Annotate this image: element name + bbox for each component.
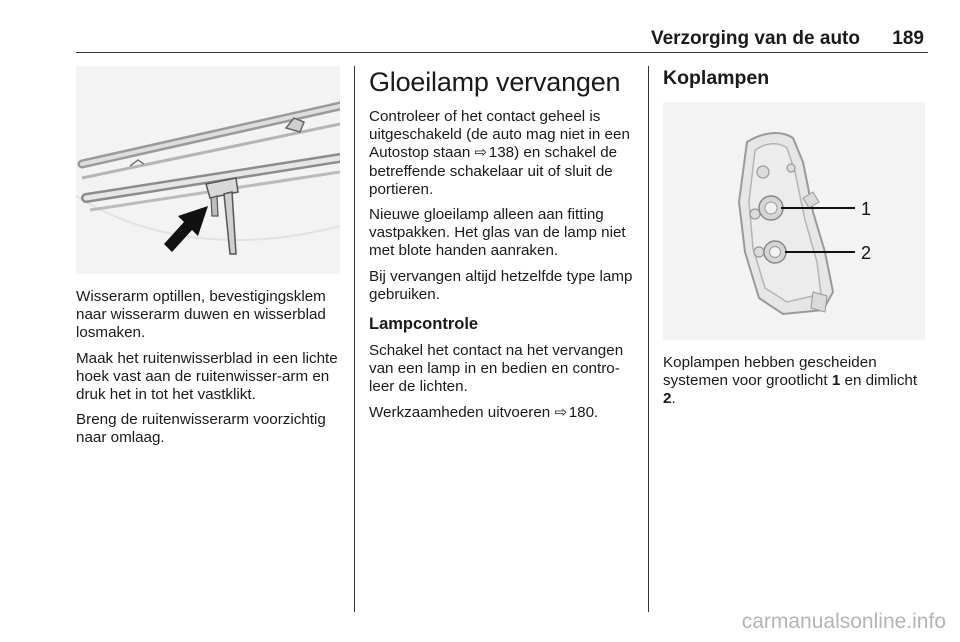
paragraph <box>369 404 639 422</box>
callout-label-1: 1 <box>861 199 872 219</box>
column-3 <box>663 66 928 416</box>
header-rule <box>76 52 928 53</box>
running-header-title: Verzorging van de auto <box>650 28 860 49</box>
reference-page: 138 <box>488 144 515 162</box>
text-segment: Controleer of het contact geheel is uitgeschakeld (de auto mag niet in een Autostop staan <box>369 108 630 162</box>
headlamp-icon <box>663 102 925 340</box>
bold-reference-1: 1 <box>831 372 841 390</box>
page-number: 189 <box>892 28 924 49</box>
subsection-heading: Lampcontrole <box>369 315 479 334</box>
paragraph: Breng de ruitenwisserarm voorzichtig naar omlaag. <box>76 411 326 447</box>
text-segment: . <box>671 390 676 408</box>
paragraph: Schakel het contact na het vervangen van een lamp in en bedien en contro-leer de lichten. <box>369 342 624 396</box>
paragraph: Bij vervangen altijd hetzelfde type lamp gebruiken. <box>369 267 633 303</box>
section-heading: Gloeilamp vervangen <box>369 67 621 97</box>
headlamp-illustration <box>663 102 925 340</box>
paragraph: Wisserarm optillen, bevestigingsklem naar wisserarm duwen en wisserblad losmaken. <box>76 288 326 342</box>
paragraph <box>369 108 639 199</box>
wiper-arm-illustration <box>76 66 340 274</box>
wiper-arm-icon <box>76 66 340 274</box>
text-segment: en dimlicht <box>840 372 918 390</box>
text-segment: Werkzaamheden uitvoeren <box>369 403 555 421</box>
column-divider <box>648 66 649 612</box>
callout-label-2: 2 <box>861 243 872 263</box>
watermark: carmanualsonline.info <box>741 610 946 633</box>
reference-page: 180 <box>568 403 595 421</box>
arrow-right-icon: ⇨ <box>474 144 488 162</box>
bold-reference-2: 2 <box>663 390 672 408</box>
arrow-right-icon: ⇨ <box>554 403 568 421</box>
column-divider <box>354 66 355 612</box>
section-heading: Koplampen <box>663 67 770 89</box>
text-segment: ) en schakel de betreffende schakelaar uit of sluit de portieren. <box>369 144 618 198</box>
column-2 <box>369 66 639 429</box>
page-reference[interactable] <box>475 144 515 161</box>
page-reference[interactable] <box>554 404 594 421</box>
paragraph <box>663 354 928 409</box>
column-1 <box>76 66 346 455</box>
paragraph: Nieuwe gloeilamp alleen aan fitting vastpakken. Het glas van de lamp niet met blote handen aanraken. <box>369 206 626 260</box>
paragraph: Maak het ruitenwisserblad in een lichte hoek vast aan de ruitenwisser-arm en druk het in tot het vastklikt. <box>76 349 338 404</box>
text-segment: . <box>594 403 599 421</box>
text-segment: Koplampen hebben gescheiden systemen voor grootlicht <box>663 354 877 390</box>
